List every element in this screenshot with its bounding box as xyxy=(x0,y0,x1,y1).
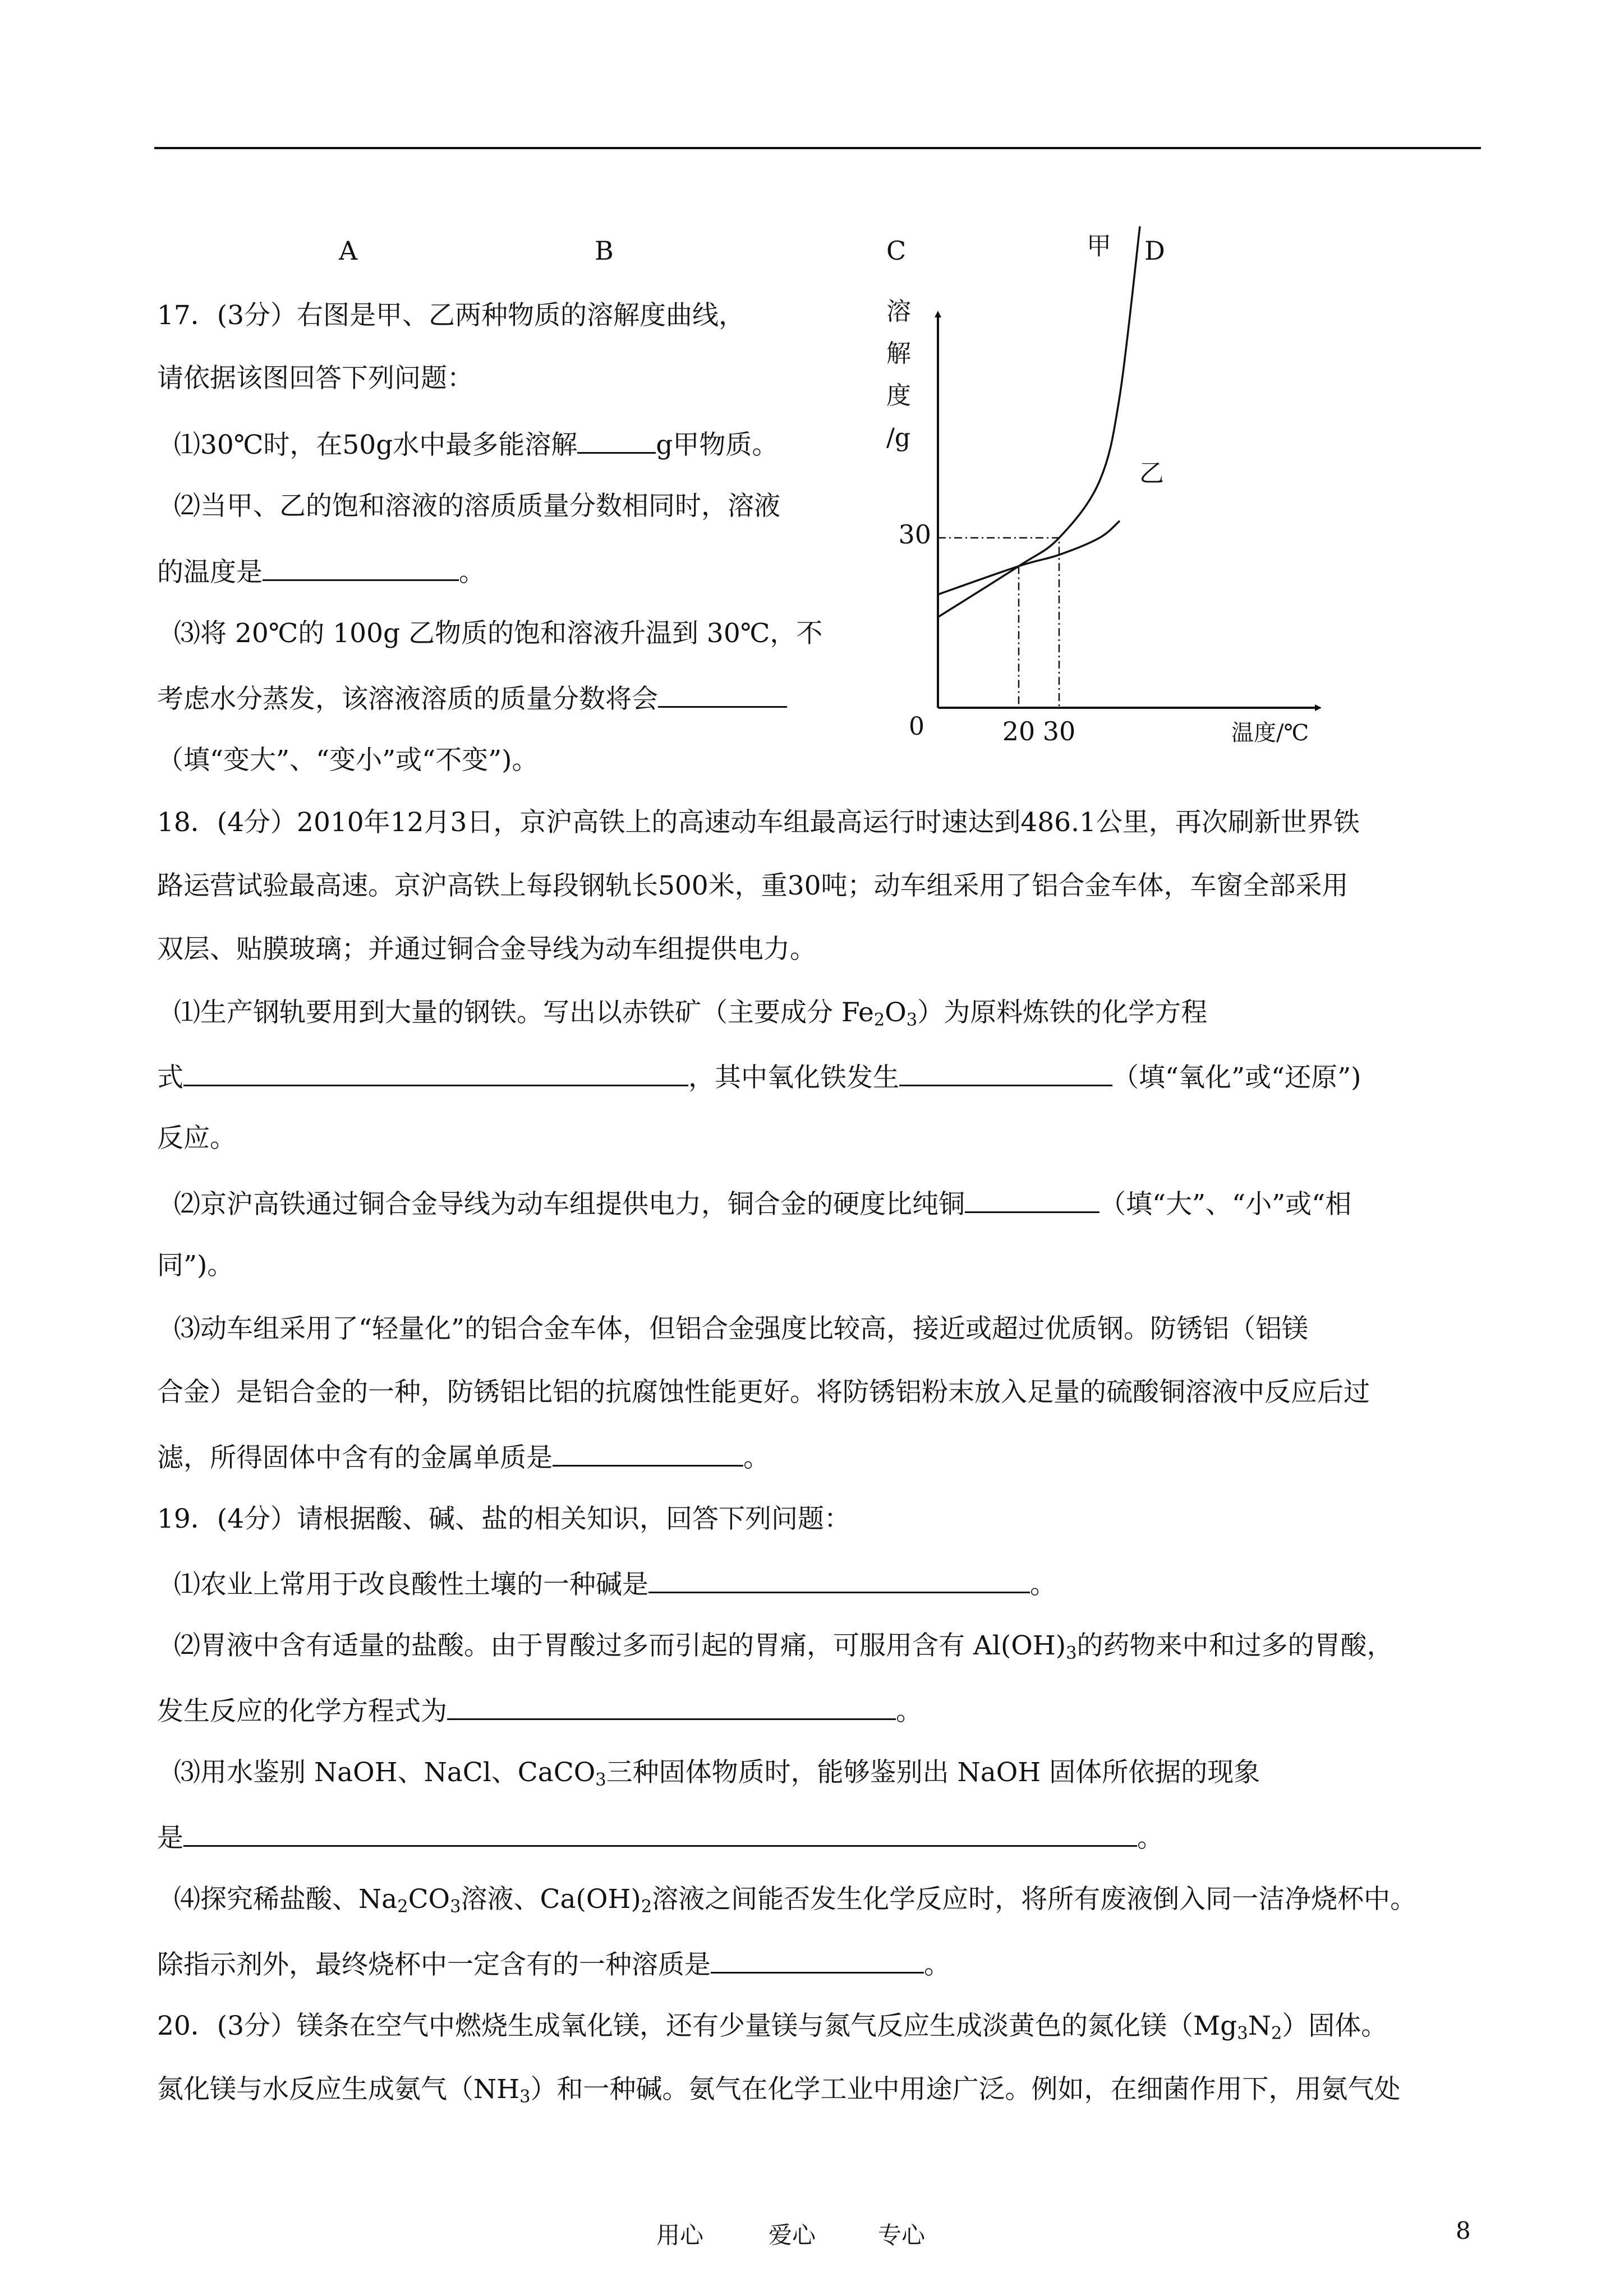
chart-axes xyxy=(938,314,1318,708)
q20-line2 xyxy=(157,2073,1401,2106)
q19-p2-sub: 3 xyxy=(1066,1643,1077,1663)
q18-part3-line2: 合金）是铝合金的一种，防锈铝比铝的抗腐蚀性能更好。将防锈铝粉末放入足量的硫酸铜溶液中反应后过 xyxy=(157,1377,1370,1408)
q18-part1-cont xyxy=(157,1059,1361,1095)
q19-p4-sub1: 2 xyxy=(397,1897,408,1917)
chart-guides xyxy=(938,538,1059,708)
q17-p1-text-end: g甲物质。 xyxy=(656,430,779,460)
q18-part1-end: 反应。 xyxy=(157,1123,236,1154)
q19-part4 xyxy=(174,1883,1416,1916)
q19-p2-blank[interactable] xyxy=(447,1693,896,1720)
q17-p2-text: 的温度是 xyxy=(157,557,263,588)
page-number: 8 xyxy=(1456,2217,1471,2244)
q18-p2-options: （填“大”、“小”或“相 xyxy=(1099,1189,1352,1220)
y-tick-label: 30 xyxy=(898,519,931,550)
q19-p3-sub: 3 xyxy=(595,1770,606,1790)
q18-p1-sub2: 3 xyxy=(906,1010,918,1030)
q18-part3-line3 xyxy=(157,1439,770,1475)
q18-p1-e: （填“氧化”或“还原”) xyxy=(1112,1062,1361,1093)
choice-a: A xyxy=(339,236,358,266)
q18-line2: 路运营试验最高速。京沪高铁上每段钢轨长500米，重30吨；动车组采用了铝合金车体，车窗全部采用 xyxy=(157,870,1349,901)
q18-p2-blank[interactable] xyxy=(965,1186,1099,1213)
q19-p4-blank[interactable] xyxy=(711,1946,924,1974)
q17-part2-cont xyxy=(157,554,485,589)
q19-p1-text: ⑴农业上常用于改良酸性土壤的一种碱是 xyxy=(174,1569,648,1600)
q19-title: 19．(4分）请根据酸、碱、盐的相关知识，回答下列问题： xyxy=(157,1504,851,1534)
q20-l1-a: 20．(3分）镁条在空气中燃烧生成氧化镁，还有少量镁与氮气反应生成淡黄色的氮化镁（Mg xyxy=(157,2011,1237,2041)
q17-p3-text: 考虑水分蒸发，该溶液溶质的质量分数将会 xyxy=(157,684,658,714)
q19-part2 xyxy=(174,1629,1393,1663)
choice-d: D xyxy=(1144,236,1165,266)
q19-p1-blank[interactable] xyxy=(648,1566,1030,1593)
q20-l2-b: ）和一种碱。氨气在化学工业中用途广泛。例如，在细菌作用下，用氨气处 xyxy=(530,2074,1401,2105)
y-axis-label-char: /g xyxy=(886,423,910,452)
q18-p1-c: 式 xyxy=(157,1062,183,1093)
q20-line1 xyxy=(157,2009,1387,2043)
q18-p1-d: ，其中氧化铁发生 xyxy=(688,1062,899,1093)
q19-p2-text: ⑵胃液中含有适量的盐酸。由于胃酸过多而引起的胃痛，可服用含有 Al(OH) xyxy=(174,1630,1066,1661)
series-label-jia: 甲 xyxy=(1087,232,1111,261)
choice-c: C xyxy=(886,236,907,266)
header-rule xyxy=(154,147,1481,149)
series-line-0 xyxy=(938,227,1140,617)
q18-p1-mid: O xyxy=(885,997,907,1028)
q20-l1-sub2: 2 xyxy=(1271,2023,1282,2044)
q19-p4-c: 溶液、Ca(OH) xyxy=(461,1884,641,1915)
q18-part2 xyxy=(174,1186,1351,1221)
q20-l1-c: ）固体。 xyxy=(1282,2011,1388,2041)
y-axis-label-char: 解 xyxy=(886,339,911,368)
guide-30 xyxy=(938,538,1059,708)
q19-p4-f: 。 xyxy=(924,1949,950,1980)
q17-part3-cont xyxy=(157,680,787,716)
y-axis-label-char: 度 xyxy=(886,381,911,410)
q18-p3-c: 滤，所得固体中含有的金属单质是 xyxy=(157,1442,553,1473)
y-axis-label-char: 溶 xyxy=(886,297,911,326)
q18-p1-text: ⑴生产钢轨要用到大量的钢铁。写出以赤铁矿（主要成分 Fe xyxy=(174,997,874,1028)
q18-p2-text: ⑵京沪高铁通过铜合金导线为动车组提供电力，铜合金的硬度比纯铜 xyxy=(174,1189,965,1220)
q18-p1-blank2[interactable] xyxy=(899,1059,1112,1086)
x-tick-label: 30 xyxy=(1042,716,1076,746)
footer-motto-3: 专心 xyxy=(878,2221,926,2249)
q19-p4-b: CO xyxy=(408,1884,450,1915)
q20-l2-sub: 3 xyxy=(519,2087,531,2107)
q19-p3-c: 是 xyxy=(157,1823,183,1854)
q20-l1-b: N xyxy=(1248,2011,1271,2041)
q18-p1-blank1[interactable] xyxy=(183,1059,688,1086)
q19-p2-c: 发生反应的化学方程式为 xyxy=(157,1696,447,1727)
q19-p4-d: 溶液之间能否发生化学反应时，将所有废液倒入同一洁净烧杯中。 xyxy=(652,1884,1417,1915)
chart-curves xyxy=(938,227,1140,617)
choice-b: B xyxy=(595,236,614,266)
q19-p3-d: 。 xyxy=(1137,1823,1163,1854)
q17-part3: ⑶将 20℃的 100g 乙物质的饱和溶液升温到 30℃，不 xyxy=(174,618,823,649)
q18-p3-d: 。 xyxy=(743,1442,770,1473)
q17-p2-end: 。 xyxy=(459,557,485,588)
q18-part3: ⑶动车组采用了“轻量化”的铝合金车体，但铝合金强度比较高，接近或超过优质钢。防锈铝（铝镁 xyxy=(174,1313,1309,1344)
q17-p3-blank[interactable] xyxy=(658,680,787,708)
q19-part3 xyxy=(174,1756,1260,1790)
q17-part3-options: （填“变大”、“变小”或“不变”)。 xyxy=(157,745,539,776)
q17-part2: ⑵当甲、乙的饱和溶液的溶质质量分数相同时，溶液 xyxy=(174,491,780,522)
q18-line1: 18．(4分）2010年12月3日，京沪高铁上的高速动车组最高运行时速达到486.1公里，再次刷新世界铁 xyxy=(157,807,1360,838)
x-tick-label: 20 xyxy=(1002,716,1036,746)
q18-p1-sub1: 2 xyxy=(873,1010,885,1030)
q19-p4-sub3: 2 xyxy=(641,1897,652,1917)
q19-p4-a: ⑷探究稀盐酸、Na xyxy=(174,1884,398,1915)
series-line-1 xyxy=(938,521,1120,594)
q20-l1-sub1: 3 xyxy=(1237,2023,1248,2044)
q18-part2-end: 同”)。 xyxy=(157,1250,234,1281)
q19-p1-end: 。 xyxy=(1030,1569,1056,1600)
q17-p2-blank[interactable] xyxy=(263,554,459,581)
x-axis-label: 温度/℃ xyxy=(1231,720,1309,746)
q18-p3-blank[interactable] xyxy=(553,1439,743,1467)
q19-p4-sub2: 3 xyxy=(450,1897,461,1917)
q17-title: 17．(3分）右图是甲、乙两种物质的溶解度曲线， xyxy=(157,300,746,331)
q19-part1 xyxy=(174,1566,1056,1602)
chart-labels xyxy=(886,232,1309,747)
q18-line3: 双层、贴膜玻璃；并通过铜合金导线为动车组提供电力。 xyxy=(157,934,816,965)
q19-part2-cont xyxy=(157,1693,922,1728)
q19-p2-text-end: 的药物来中和过多的胃酸， xyxy=(1076,1630,1393,1661)
q19-p3-text: ⑶用水鉴别 NaOH、NaCl、CaCO xyxy=(174,1757,596,1788)
q19-part3-cont xyxy=(157,1819,1163,1855)
q19-part4-cont xyxy=(157,1946,950,1982)
q19-p2-d: 。 xyxy=(896,1696,922,1727)
solubility-chart xyxy=(875,232,1346,746)
q17-p1-blank[interactable] xyxy=(577,426,656,454)
q19-p3-blank[interactable] xyxy=(183,1819,1137,1847)
q18-part1 xyxy=(174,996,1207,1030)
footer-motto-1: 用心 xyxy=(656,2221,704,2249)
q20-l2-a: 氮化镁与水反应生成氨气（NH xyxy=(157,2074,520,2105)
q17-p1-text: ⑴30℃时，在50g水中最多能溶解 xyxy=(174,430,578,460)
q19-p3-text-end: 三种固体物质时，能够鉴别出 NaOH 固体所依据的现象 xyxy=(606,1757,1260,1788)
q17-line2: 请依据该图回答下列问题： xyxy=(157,363,473,394)
q18-p1-text-end: ）为原料炼铁的化学方程 xyxy=(917,997,1208,1028)
series-label-yi: 乙 xyxy=(1139,459,1164,488)
q17-part1 xyxy=(174,426,778,462)
q19-p4-e: 除指示剂外，最终烧杯中一定含有的一种溶质是 xyxy=(157,1949,711,1980)
origin-label: 0 xyxy=(909,712,924,741)
footer-motto-2: 爱心 xyxy=(769,2221,816,2249)
